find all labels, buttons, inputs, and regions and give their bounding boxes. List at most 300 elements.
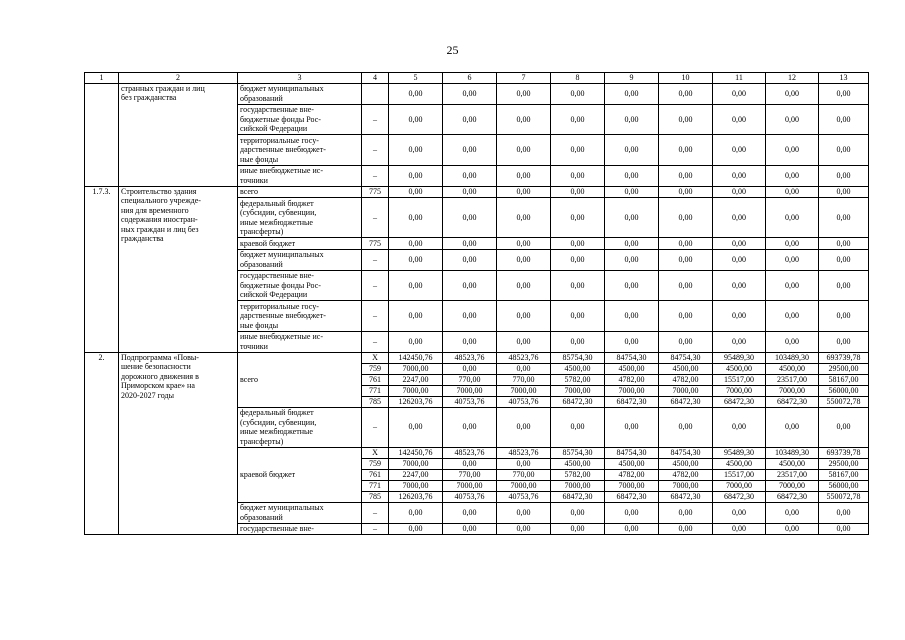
value-cell: 0,00 bbox=[551, 270, 605, 301]
cell-line: образований bbox=[240, 93, 283, 103]
value-cell: 0,00 bbox=[659, 249, 713, 270]
cell-line: государственные вне- bbox=[240, 105, 314, 114]
value-cell: 0,00 bbox=[766, 331, 819, 352]
value-cell: 0,00 bbox=[497, 502, 551, 523]
value-cell: 40753,76 bbox=[443, 396, 497, 407]
budget-code: – bbox=[362, 407, 389, 447]
cell-line: иные межбюджетные bbox=[240, 217, 313, 227]
budget-code: 759 bbox=[362, 458, 389, 469]
value-cell: 7000,00 bbox=[659, 385, 713, 396]
value-cell: 15517,00 bbox=[713, 469, 766, 480]
funding-source bbox=[238, 165, 362, 186]
value-cell: 0,00 bbox=[713, 270, 766, 301]
table-row bbox=[85, 83, 869, 104]
value-cell: 95489,30 bbox=[713, 352, 766, 363]
cell-line: точники bbox=[240, 175, 268, 185]
cell-line: федеральный бюджет bbox=[240, 198, 314, 208]
value-cell: 142450,76 bbox=[389, 352, 443, 363]
item-code bbox=[85, 83, 119, 186]
value-cell: 0,00 bbox=[389, 198, 443, 238]
value-cell: 0,00 bbox=[766, 198, 819, 238]
funding-source bbox=[238, 523, 362, 535]
funding-source bbox=[238, 301, 362, 332]
value-cell: 7000,00 bbox=[659, 480, 713, 491]
value-cell: 85754,30 bbox=[551, 447, 605, 458]
page-number: 25 bbox=[446, 43, 459, 57]
table-row bbox=[85, 186, 869, 198]
value-cell: 0,00 bbox=[659, 83, 713, 104]
value-cell: 0,00 bbox=[443, 270, 497, 301]
value-cell: 0,00 bbox=[713, 407, 766, 447]
value-cell: 58167,00 bbox=[819, 374, 869, 385]
value-cell: 0,00 bbox=[389, 502, 443, 523]
value-cell: 0,00 bbox=[819, 186, 869, 198]
value-cell: 0,00 bbox=[443, 331, 497, 352]
value-cell: 0,00 bbox=[819, 165, 869, 186]
value-cell: 0,00 bbox=[605, 407, 659, 447]
value-cell: 0,00 bbox=[389, 249, 443, 270]
value-cell: 58167,00 bbox=[819, 469, 869, 480]
value-cell: 0,00 bbox=[551, 135, 605, 166]
value-cell: 95489,30 bbox=[713, 447, 766, 458]
cell-line: федеральный бюджет bbox=[240, 408, 314, 417]
column-header: 9 bbox=[605, 73, 659, 84]
value-cell: 0,00 bbox=[605, 301, 659, 332]
budget-code: – bbox=[362, 249, 389, 270]
cell-line: бюджет муниципальных bbox=[240, 250, 324, 259]
column-header: 1 bbox=[85, 73, 119, 84]
cell-line: без гражданства bbox=[121, 93, 177, 102]
value-cell: 0,00 bbox=[713, 198, 766, 238]
value-cell: 0,00 bbox=[551, 238, 605, 250]
value-cell: 0,00 bbox=[551, 523, 605, 535]
funding-source bbox=[238, 249, 362, 270]
value-cell: 0,00 bbox=[659, 407, 713, 447]
value-cell: 84754,30 bbox=[659, 352, 713, 363]
cell-line: бюджет муниципальных bbox=[240, 84, 324, 93]
value-cell: 0,00 bbox=[551, 83, 605, 104]
value-cell: 4500,00 bbox=[713, 363, 766, 374]
value-cell: 0,00 bbox=[443, 502, 497, 523]
value-cell: 7000,00 bbox=[551, 480, 605, 491]
column-header: 11 bbox=[713, 73, 766, 84]
value-cell: 5782,00 bbox=[551, 469, 605, 480]
value-cell: 0,00 bbox=[389, 238, 443, 250]
budget-table bbox=[84, 72, 869, 535]
value-cell: 0,00 bbox=[819, 198, 869, 238]
value-cell: 0,00 bbox=[766, 186, 819, 198]
value-cell: 0,00 bbox=[819, 238, 869, 250]
value-cell: 103489,30 bbox=[766, 447, 819, 458]
value-cell: 0,00 bbox=[605, 104, 659, 135]
cell-line: государственные вне- bbox=[240, 524, 314, 533]
value-cell: 770,00 bbox=[443, 469, 497, 480]
column-header: 7 bbox=[497, 73, 551, 84]
value-cell: 0,00 bbox=[389, 83, 443, 104]
value-cell: 68472,30 bbox=[551, 396, 605, 407]
value-cell: 0,00 bbox=[819, 331, 869, 352]
value-cell: 0,00 bbox=[713, 331, 766, 352]
value-cell: 0,00 bbox=[605, 198, 659, 238]
cell-line: шение безопасности bbox=[121, 362, 191, 371]
value-cell: 0,00 bbox=[443, 301, 497, 332]
budget-code: 775 bbox=[362, 186, 389, 198]
budget-code: – bbox=[362, 301, 389, 332]
cell-line: (субсидии, субвенции, bbox=[240, 417, 317, 427]
value-cell: 103489,30 bbox=[766, 352, 819, 363]
value-cell: 0,00 bbox=[443, 186, 497, 198]
value-cell: 0,00 bbox=[819, 83, 869, 104]
budget-code: 771 bbox=[362, 385, 389, 396]
funding-source bbox=[238, 447, 362, 502]
value-cell: 7000,00 bbox=[389, 363, 443, 374]
value-cell: 0,00 bbox=[766, 523, 819, 535]
value-cell: 0,00 bbox=[551, 104, 605, 135]
cell-line: ные фонды bbox=[240, 320, 279, 330]
value-cell: 0,00 bbox=[497, 83, 551, 104]
table-row bbox=[85, 352, 869, 363]
item-code: 1.7.3. bbox=[85, 186, 119, 352]
value-cell: 0,00 bbox=[497, 270, 551, 301]
value-cell: 0,00 bbox=[605, 238, 659, 250]
value-cell: 0,00 bbox=[497, 198, 551, 238]
column-header: 2 bbox=[119, 73, 238, 84]
value-cell: 0,00 bbox=[605, 270, 659, 301]
value-cell: 15517,00 bbox=[713, 374, 766, 385]
table-body bbox=[85, 73, 869, 535]
value-cell: 0,00 bbox=[443, 135, 497, 166]
value-cell: 693739,78 bbox=[819, 352, 869, 363]
cell-line: всего bbox=[240, 187, 259, 196]
budget-code: – bbox=[362, 331, 389, 352]
value-cell: 0,00 bbox=[819, 523, 869, 535]
value-cell: 5782,00 bbox=[551, 374, 605, 385]
value-cell: 4500,00 bbox=[713, 458, 766, 469]
budget-code: Х bbox=[362, 447, 389, 458]
value-cell: 0,00 bbox=[497, 249, 551, 270]
value-cell: 23517,00 bbox=[766, 469, 819, 480]
value-cell: 4782,00 bbox=[659, 469, 713, 480]
budget-code: – bbox=[362, 270, 389, 301]
cell-line: бюджетные фонды Рос- bbox=[240, 114, 321, 124]
value-cell: 0,00 bbox=[497, 407, 551, 447]
value-cell: 0,00 bbox=[551, 407, 605, 447]
value-cell: 0,00 bbox=[551, 249, 605, 270]
budget-code: 785 bbox=[362, 491, 389, 502]
cell-line: дарственные внебюджет- bbox=[240, 145, 326, 154]
cell-line: иные внебюджетные ис- bbox=[240, 166, 323, 175]
value-cell: 0,00 bbox=[659, 238, 713, 250]
cell-line: 2020-2027 годы bbox=[121, 390, 174, 400]
value-cell: 142450,76 bbox=[389, 447, 443, 458]
value-cell: 0,00 bbox=[551, 186, 605, 198]
value-cell: 7000,00 bbox=[713, 480, 766, 491]
value-cell: 550072,78 bbox=[819, 491, 869, 502]
value-cell: 0,00 bbox=[389, 301, 443, 332]
value-cell: 0,00 bbox=[766, 238, 819, 250]
value-cell: 84754,30 bbox=[605, 447, 659, 458]
value-cell: 0,00 bbox=[443, 523, 497, 535]
value-cell: 693739,78 bbox=[819, 447, 869, 458]
column-header: 6 bbox=[443, 73, 497, 84]
value-cell: 0,00 bbox=[659, 135, 713, 166]
value-cell: 7000,00 bbox=[497, 480, 551, 491]
funding-source bbox=[238, 104, 362, 135]
value-cell: 68472,30 bbox=[713, 396, 766, 407]
value-cell: 0,00 bbox=[443, 458, 497, 469]
value-cell: 0,00 bbox=[497, 458, 551, 469]
value-cell: 2247,00 bbox=[389, 469, 443, 480]
cell-line: (субсидии, субвенции, bbox=[240, 208, 317, 217]
value-cell: 0,00 bbox=[551, 502, 605, 523]
value-cell: 550072,78 bbox=[819, 396, 869, 407]
cell-line: Строительство здания bbox=[121, 186, 197, 196]
value-cell: 0,00 bbox=[605, 331, 659, 352]
funding-source bbox=[238, 135, 362, 166]
budget-code: 761 bbox=[362, 469, 389, 480]
value-cell: 0,00 bbox=[389, 104, 443, 135]
value-cell: 0,00 bbox=[605, 249, 659, 270]
value-cell: 7000,00 bbox=[389, 458, 443, 469]
cell-line: Подпрограмма «Повы- bbox=[121, 352, 199, 362]
value-cell: 0,00 bbox=[443, 198, 497, 238]
item-code: 2. bbox=[85, 352, 119, 535]
value-cell: 0,00 bbox=[659, 104, 713, 135]
value-cell: 4500,00 bbox=[605, 458, 659, 469]
value-cell: 0,00 bbox=[605, 523, 659, 535]
value-cell: 126203,76 bbox=[389, 491, 443, 502]
value-cell: 0,00 bbox=[713, 104, 766, 135]
budget-code: 761 bbox=[362, 374, 389, 385]
value-cell: 56000,00 bbox=[819, 480, 869, 491]
value-cell: 0,00 bbox=[659, 198, 713, 238]
value-cell: 4500,00 bbox=[766, 363, 819, 374]
value-cell: 0,00 bbox=[389, 135, 443, 166]
value-cell: 0,00 bbox=[443, 363, 497, 374]
value-cell: 0,00 bbox=[443, 238, 497, 250]
budget-code: 771 bbox=[362, 480, 389, 491]
value-cell: 2247,00 bbox=[389, 374, 443, 385]
value-cell: 0,00 bbox=[819, 407, 869, 447]
value-cell: 0,00 bbox=[605, 186, 659, 198]
value-cell: 7000,00 bbox=[389, 385, 443, 396]
value-cell: 0,00 bbox=[497, 104, 551, 135]
value-cell: 0,00 bbox=[766, 301, 819, 332]
cell-line: краевой бюджет bbox=[240, 469, 296, 479]
value-cell: 4782,00 bbox=[605, 469, 659, 480]
column-header: 3 bbox=[238, 73, 362, 84]
value-cell: 84754,30 bbox=[659, 447, 713, 458]
value-cell: 770,00 bbox=[443, 374, 497, 385]
value-cell: 68472,30 bbox=[766, 396, 819, 407]
value-cell: 0,00 bbox=[389, 186, 443, 198]
value-cell: 7000,00 bbox=[443, 385, 497, 396]
value-cell: 0,00 bbox=[497, 363, 551, 374]
cell-line: бюджет муниципальных bbox=[240, 503, 324, 512]
value-cell: 0,00 bbox=[497, 165, 551, 186]
value-cell: 4500,00 bbox=[551, 363, 605, 374]
value-cell: 0,00 bbox=[766, 407, 819, 447]
value-cell: 0,00 bbox=[605, 165, 659, 186]
value-cell: 0,00 bbox=[659, 331, 713, 352]
budget-code: – bbox=[362, 198, 389, 238]
value-cell: 0,00 bbox=[819, 502, 869, 523]
value-cell: 85754,30 bbox=[551, 352, 605, 363]
value-cell: 48523,76 bbox=[497, 447, 551, 458]
value-cell: 0,00 bbox=[389, 523, 443, 535]
value-cell: 4500,00 bbox=[551, 458, 605, 469]
value-cell: 7000,00 bbox=[389, 480, 443, 491]
value-cell: 0,00 bbox=[713, 135, 766, 166]
cell-line: гражданства bbox=[121, 234, 164, 243]
value-cell: 0,00 bbox=[819, 301, 869, 332]
value-cell: 0,00 bbox=[713, 165, 766, 186]
cell-line: ные фонды bbox=[240, 154, 279, 164]
value-cell: 4500,00 bbox=[605, 363, 659, 374]
value-cell: 0,00 bbox=[766, 502, 819, 523]
cell-line: сийской Федерации bbox=[240, 124, 308, 133]
value-cell: 7000,00 bbox=[605, 480, 659, 491]
value-cell: 7000,00 bbox=[497, 385, 551, 396]
value-cell: 0,00 bbox=[713, 523, 766, 535]
cell-line: точники bbox=[240, 341, 268, 351]
value-cell: 68472,30 bbox=[605, 396, 659, 407]
value-cell: 0,00 bbox=[713, 238, 766, 250]
value-cell: 68472,30 bbox=[551, 491, 605, 502]
value-cell: 0,00 bbox=[497, 331, 551, 352]
budget-code bbox=[362, 83, 389, 104]
value-cell: 0,00 bbox=[497, 135, 551, 166]
budget-code: Х bbox=[362, 352, 389, 363]
cell-line: дарственные внебюджет- bbox=[240, 311, 326, 320]
value-cell: 0,00 bbox=[551, 301, 605, 332]
value-cell: 0,00 bbox=[766, 104, 819, 135]
value-cell: 0,00 bbox=[659, 165, 713, 186]
value-cell: 0,00 bbox=[443, 249, 497, 270]
cell-line: трансферты) bbox=[240, 227, 284, 236]
budget-code: – bbox=[362, 135, 389, 166]
funding-source bbox=[238, 331, 362, 352]
value-cell: 0,00 bbox=[766, 270, 819, 301]
value-cell: 68472,30 bbox=[659, 396, 713, 407]
funding-source bbox=[238, 238, 362, 250]
value-cell: 0,00 bbox=[443, 407, 497, 447]
value-cell: 7000,00 bbox=[766, 385, 819, 396]
value-cell: 0,00 bbox=[605, 135, 659, 166]
value-cell: 29500,00 bbox=[819, 458, 869, 469]
value-cell: 0,00 bbox=[551, 331, 605, 352]
cell-line: бюджетные фонды Рос- bbox=[240, 280, 321, 290]
column-header: 4 bbox=[362, 73, 389, 84]
value-cell: 23517,00 bbox=[766, 374, 819, 385]
cell-line: дорожного движения в bbox=[121, 371, 199, 381]
value-cell: 7000,00 bbox=[766, 480, 819, 491]
value-cell: 770,00 bbox=[497, 374, 551, 385]
cell-line: образований bbox=[240, 259, 283, 269]
value-cell: 0,00 bbox=[443, 83, 497, 104]
cell-line: иные внебюджетные ис- bbox=[240, 332, 323, 341]
cell-line: государственные вне- bbox=[240, 271, 314, 280]
value-cell: 4782,00 bbox=[605, 374, 659, 385]
value-cell: 0,00 bbox=[819, 270, 869, 301]
value-cell: 4782,00 bbox=[659, 374, 713, 385]
value-cell: 0,00 bbox=[389, 270, 443, 301]
cell-line: краевой бюджет bbox=[240, 238, 296, 248]
value-cell: 0,00 bbox=[713, 301, 766, 332]
cell-line: трансферты) bbox=[240, 436, 284, 446]
value-cell: 0,00 bbox=[819, 135, 869, 166]
value-cell: 68472,30 bbox=[713, 491, 766, 502]
value-cell: 0,00 bbox=[766, 249, 819, 270]
value-cell: 0,00 bbox=[389, 165, 443, 186]
cell-line: сийской Федерации bbox=[240, 290, 308, 299]
cell-line: специального учрежде- bbox=[121, 196, 201, 205]
value-cell: 0,00 bbox=[659, 523, 713, 535]
value-cell: 0,00 bbox=[389, 407, 443, 447]
funding-source bbox=[238, 198, 362, 238]
column-header: 5 bbox=[389, 73, 443, 84]
value-cell: 7000,00 bbox=[605, 385, 659, 396]
value-cell: 7000,00 bbox=[551, 385, 605, 396]
column-header: 10 bbox=[659, 73, 713, 84]
item-name bbox=[119, 83, 238, 186]
value-cell: 0,00 bbox=[389, 331, 443, 352]
value-cell: 0,00 bbox=[497, 523, 551, 535]
value-cell: 0,00 bbox=[605, 83, 659, 104]
value-cell: 0,00 bbox=[713, 249, 766, 270]
value-cell: 68472,30 bbox=[659, 491, 713, 502]
value-cell: 0,00 bbox=[766, 83, 819, 104]
value-cell: 0,00 bbox=[605, 502, 659, 523]
funding-source bbox=[238, 186, 362, 198]
cell-line: образований bbox=[240, 512, 283, 522]
value-cell: 68472,30 bbox=[605, 491, 659, 502]
value-cell: 0,00 bbox=[659, 270, 713, 301]
value-cell: 0,00 bbox=[497, 301, 551, 332]
funding-source bbox=[238, 83, 362, 104]
funding-source bbox=[238, 270, 362, 301]
value-cell: 56000,00 bbox=[819, 385, 869, 396]
value-cell: 29500,00 bbox=[819, 363, 869, 374]
value-cell: 40753,76 bbox=[443, 491, 497, 502]
cell-line: территориальные госу- bbox=[240, 135, 319, 145]
cell-line: странных граждан и лиц bbox=[121, 83, 205, 93]
value-cell: 0,00 bbox=[713, 83, 766, 104]
item-name bbox=[119, 352, 238, 535]
value-cell: 7000,00 bbox=[443, 480, 497, 491]
value-cell: 7000,00 bbox=[713, 385, 766, 396]
value-cell: 0,00 bbox=[659, 502, 713, 523]
value-cell: 0,00 bbox=[659, 186, 713, 198]
cell-line: содержания иностран- bbox=[121, 215, 198, 224]
cell-line: иные межбюджетные bbox=[240, 427, 313, 436]
value-cell: 4500,00 bbox=[659, 458, 713, 469]
cell-line: Приморском крае» на bbox=[121, 381, 195, 390]
budget-code: 775 bbox=[362, 238, 389, 250]
value-cell: 0,00 bbox=[551, 165, 605, 186]
cell-line: всего bbox=[240, 374, 259, 384]
value-cell: 0,00 bbox=[443, 165, 497, 186]
value-cell: 0,00 bbox=[819, 104, 869, 135]
budget-code: – bbox=[362, 523, 389, 535]
cell-line: территориальные госу- bbox=[240, 301, 319, 311]
value-cell: 0,00 bbox=[659, 301, 713, 332]
budget-code: – bbox=[362, 104, 389, 135]
value-cell: 0,00 bbox=[497, 186, 551, 198]
value-cell: 0,00 bbox=[713, 186, 766, 198]
value-cell: 0,00 bbox=[551, 198, 605, 238]
cell-line: ния для временного bbox=[121, 205, 189, 215]
